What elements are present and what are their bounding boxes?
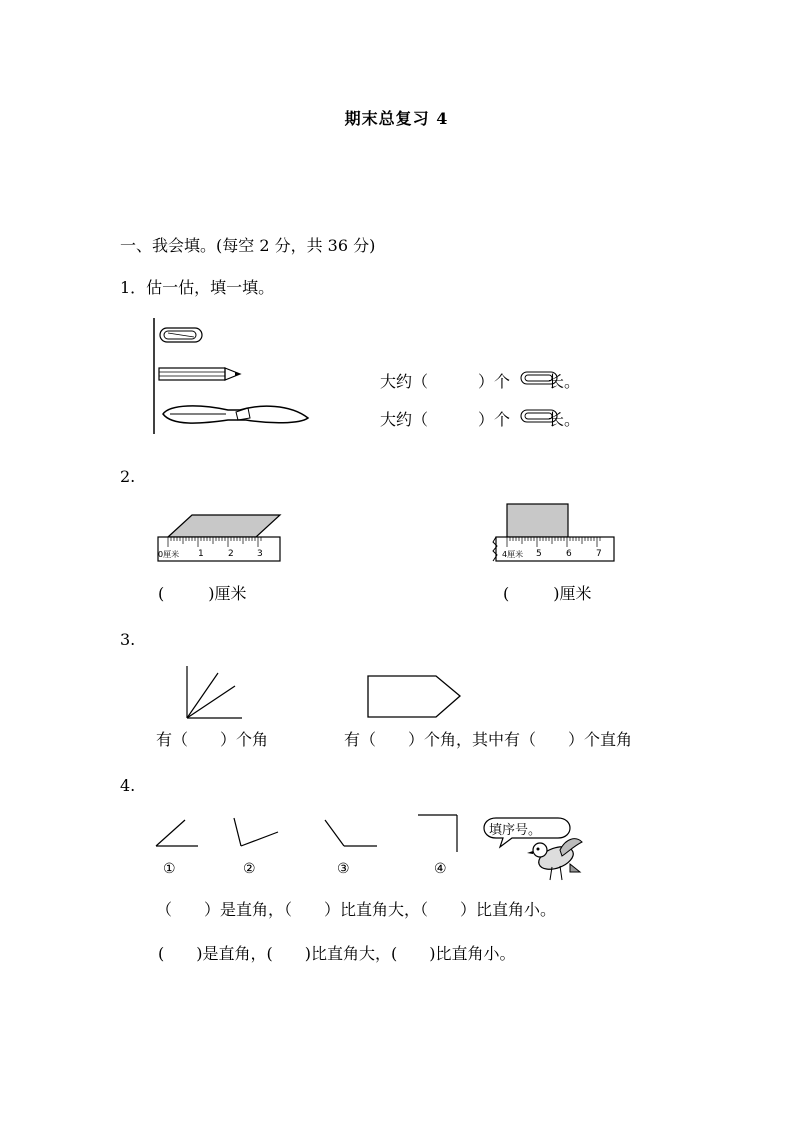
- ruler1-tick-label: 1: [198, 549, 204, 559]
- angle-number: ①: [163, 861, 176, 877]
- ruler2-tick-label: 6: [566, 549, 572, 559]
- ruler2-unit: 4厘米: [502, 550, 524, 559]
- q1-knife-line: 大约（ ）个 长。: [380, 410, 581, 429]
- angle-number: ④: [434, 861, 447, 877]
- angle-1-figure: [156, 820, 198, 846]
- q1-pencil-line: 大约（ ）个 长。: [380, 372, 581, 391]
- q3-label: 3.: [120, 630, 136, 649]
- q4-line-1: （ ）是直角，（ ）比直角大，（ ）比直角小。: [156, 900, 557, 919]
- q2-answer-2: ( )厘米: [503, 584, 592, 603]
- page-title: 期末总复习 4: [344, 109, 449, 128]
- ruler1-unit: 0厘米: [158, 550, 180, 559]
- q4-label: 4.: [120, 776, 136, 795]
- section-heading: 一、我会填。(每空 2 分，共 36 分): [120, 236, 376, 255]
- speech-bubble-text: 填序号。: [489, 823, 542, 838]
- q4-line-2: ( )是直角，( )比直角大，( )比直角小。: [158, 944, 516, 963]
- ruler1-tick-label: 3: [257, 549, 263, 559]
- angle-number: ②: [243, 861, 256, 877]
- angle-number: ③: [337, 861, 350, 877]
- q3-answer-2: 有（ ）个角，其中有（ ）个直角: [344, 730, 633, 749]
- bird-icon: [527, 839, 582, 880]
- angle-2-figure: [234, 818, 278, 846]
- q3-answer-1: 有（ ）个角: [156, 730, 269, 749]
- ruler2-tick-label: 5: [536, 549, 542, 559]
- ruler1-tick-label: 2: [228, 549, 234, 559]
- angle-3-figure: [325, 820, 377, 846]
- q2-answer-1: ( )厘米: [158, 584, 247, 603]
- ruler2-tick-label: 7: [596, 549, 602, 559]
- q2-label: 2.: [120, 467, 136, 486]
- angle-4-figure: [418, 815, 457, 852]
- q1-label: 1．估一估，填一填。: [120, 278, 275, 297]
